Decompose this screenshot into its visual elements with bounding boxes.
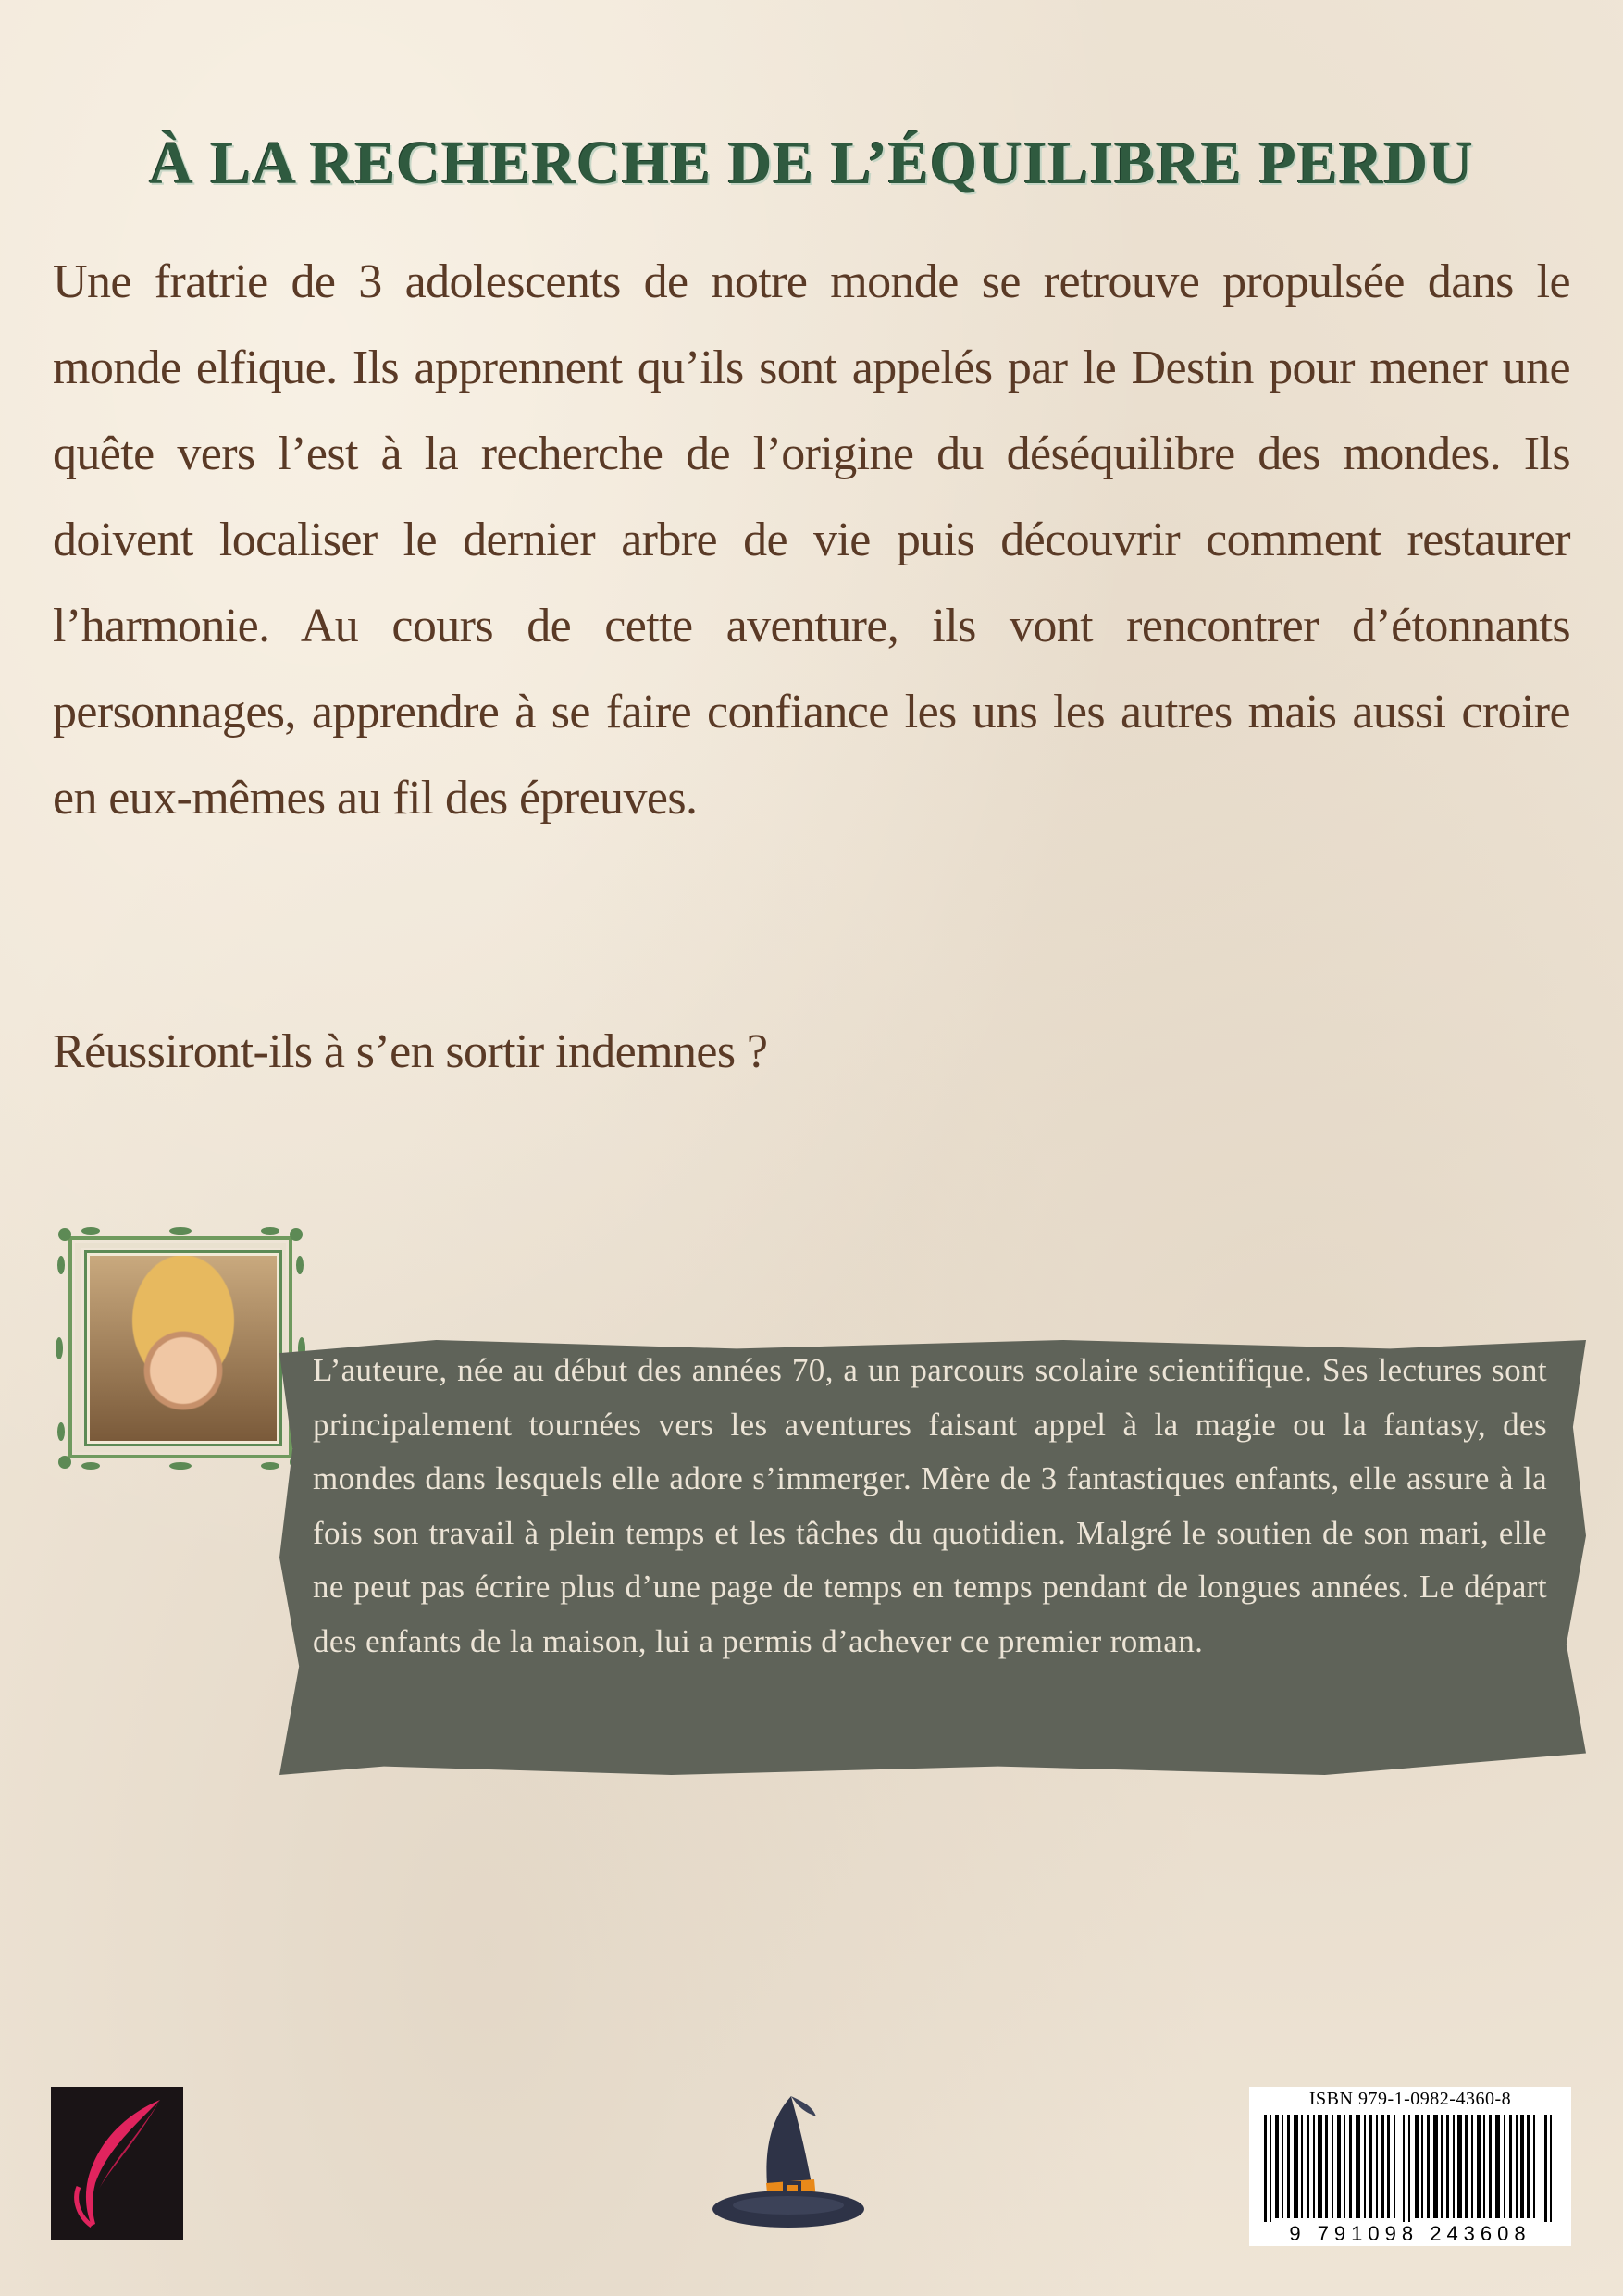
isbn-barcode: [1249, 2087, 1571, 2246]
publisher-logo: [51, 2087, 183, 2240]
quill-feather-icon: [51, 2087, 183, 2240]
isbn-text: ISBN 979-1-0982-4360-8: [1308, 2089, 1512, 2109]
witch-hat-icon: [703, 2087, 865, 2244]
teaser-question: Réussiront-ils à s’en sortir indemnes ?: [53, 1025, 768, 1078]
barcode-number: 9 791098 243608: [1249, 2222, 1571, 2246]
author-photo-frame: [54, 1223, 307, 1473]
author-photo: [87, 1253, 279, 1444]
barcode-bars: [1262, 2115, 1558, 2228]
author-bio: L’auteure, née au début des années 70, a un parcours scolaire scientifique. Ses lectures sont principalement tournées vers les aventures faisant appel à la magie ou la fantasy, des mondes dans lesquels elle adore s’immerger. Mère de 3 fantastiques enfants, elle assure à la fois son travail à plein temps et les tâches du quotidien. Malgré le soutien de son mari, elle ne peut pas écrire plus d’une page de temps en temps pendant de longues années. Le départ des enfants de la maison, lui a permis d’achever ce premier roman.: [313, 1352, 1547, 1659]
back-cover-title: À LA RECHERCHE DE L’ÉQUILIBRE PERDU: [149, 130, 1474, 198]
witch-hat-ornament: [703, 2087, 865, 2244]
synopsis-paragraph: Une fratrie de 3 adolescents de notre monde se retrouve propulsée dans le monde elfique. Ils apprennent qu’ils sont appelés par le Destin pour mener une quête vers l’est à la recherche de l’origine du déséquilibre des mondes. Ils doivent localiser le dernier arbre de vie puis découvrir comment restaurer l’harmonie. Au cours de cette aventure, ils vont rencontrer d’étonnants personnages, apprendre à se faire confiance les uns les autres mais aussi croire en eux-mêmes au fil des épreuves.: [53, 255, 1570, 825]
